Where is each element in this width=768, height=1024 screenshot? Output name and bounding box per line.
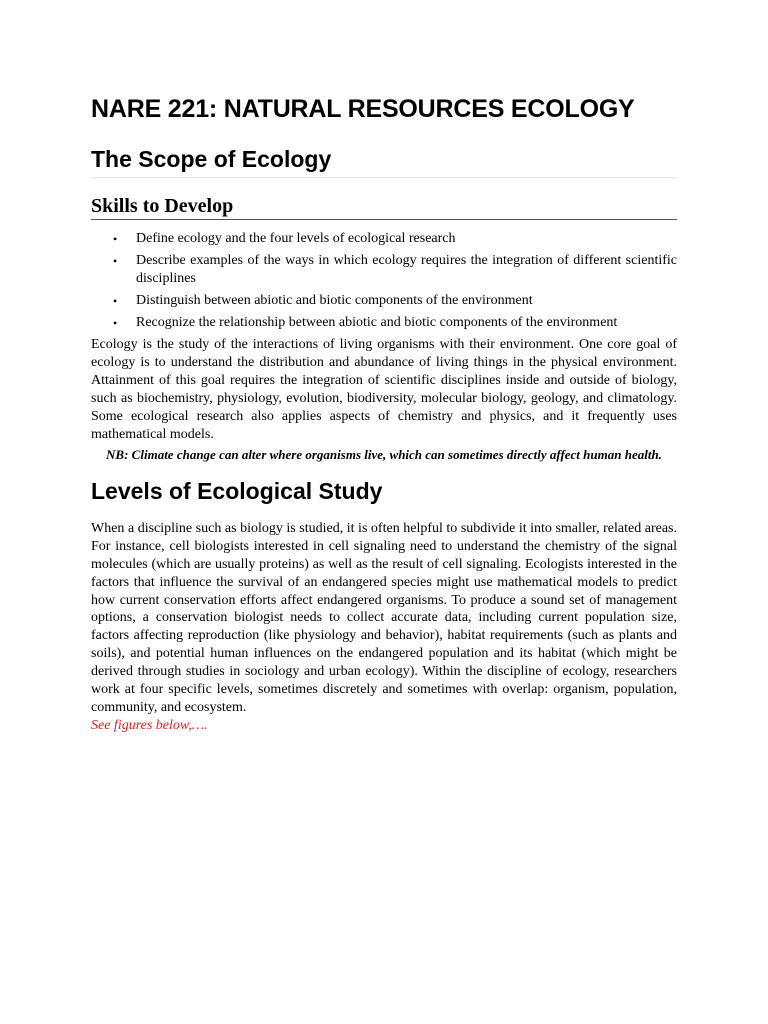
skill-item bbox=[91, 252, 677, 288]
levels-title: Levels of Ecological Study bbox=[91, 477, 383, 504]
skill-item bbox=[91, 292, 677, 310]
bullet-icon: • bbox=[113, 254, 118, 268]
document-page bbox=[91, 92, 677, 735]
skills-list bbox=[91, 230, 677, 332]
skill-item bbox=[91, 230, 677, 248]
skills-heading: Skills to Develop bbox=[91, 194, 677, 220]
skill-text: Define ecology and the four levels of ecological research bbox=[136, 231, 456, 246]
bullet-icon: • bbox=[113, 294, 118, 308]
skill-text: Describe examples of the ways in which ecology requires the integration of different scientific disciplines bbox=[136, 253, 677, 286]
climate-note: NB: Climate change can alter where organisms live, which can sometimes directly affect human health. bbox=[106, 447, 662, 463]
bullet-icon: • bbox=[113, 316, 118, 330]
intro-paragraph: Ecology is the study of the interactions of living organisms with their environment. One core goal of ecology is to understand the distribution and abundance of living things in the physical environment. Attainment of this goal requires the integration of scientific disciplines inside and outside of biology, such as biochemistry, physiology, evolution, biodiversity, molecular biology, geology, and climatology. Some ecological research also applies aspects of chemistry and physics, and it frequently uses mathematical models. bbox=[91, 337, 677, 442]
course-title: NARE 221: NATURAL RESOURCES ECOLOGY bbox=[91, 95, 635, 123]
skill-item bbox=[91, 314, 677, 332]
skill-text: Distinguish between abiotic and biotic components of the environment bbox=[136, 293, 533, 308]
bullet-icon: • bbox=[113, 232, 118, 246]
levels-paragraph: When a discipline such as biology is studied, it is often helpful to subdivide it into smaller, related areas. For instance, cell biologists interested in cell signaling need to understand the chemistry of the signal molecules (which are usually proteins) as well as the result of cell signaling. Ecologists interested in the factors that influence the survival of an endangered species might use mathematical models to predict how current conservation efforts affect endangered organisms. To produce a sound set of management options, a conservation biologist needs to collect accurate data, including current population size, factors affecting reproduction (like physiology and behavior), habitat requirements (such as plants and soils), and potential human influences on the endangered population and its habitat (which might be derived through studies in sociology and urban ecology). Within the discipline of ecology, researchers work at four specific levels, sometimes discretely and sometimes with overlap: organism, population, community, and ecosystem. bbox=[91, 520, 677, 715]
skill-text: Recognize the relationship between abiotic and biotic components of the environment bbox=[136, 315, 618, 330]
section-title: The Scope of Ecology bbox=[91, 144, 677, 178]
see-figures-note: See figures below,…. bbox=[91, 717, 208, 733]
